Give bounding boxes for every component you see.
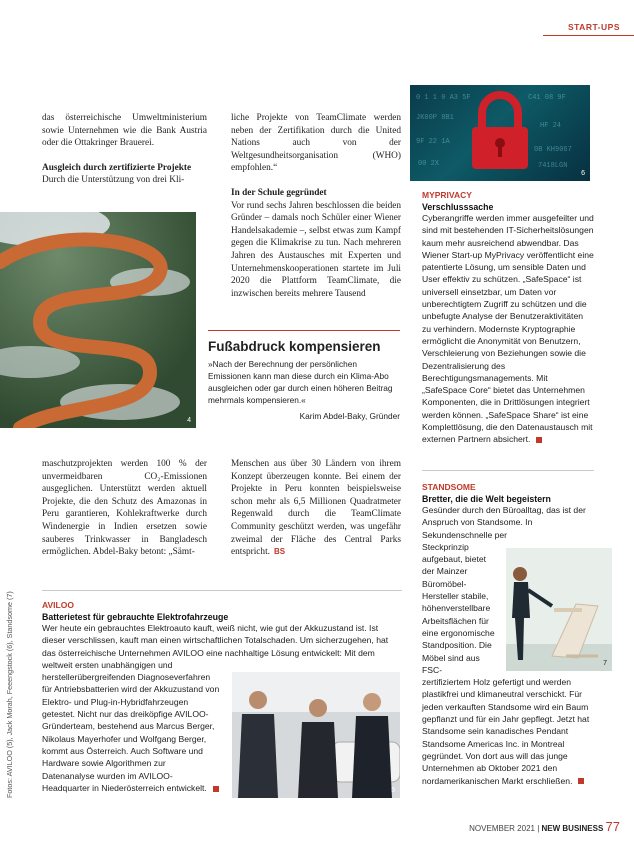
page-footer: NOVEMBER 2021 | NEW BUSINESS 77 <box>469 819 620 834</box>
photo-credits: Fotos: AVILOO (5), Jack Morah, Feeengstock (6), Standsome (7) <box>5 591 14 798</box>
image-number: 6 <box>581 170 585 177</box>
section-label: START-UPS <box>567 22 620 32</box>
subheading: In der Schule gegründet <box>231 187 327 198</box>
box-label: STANDSOME <box>422 482 476 492</box>
box-label: AVILOO <box>42 600 74 610</box>
paragraph: Menschen aus über 30 Ländern von ihrem Konzept überzeugen konnte. Bei einem der Projekte in Peru konnten beispielsweise schon mehr als 6,5 Millionen Quadratmeter Regenwald durch die TeamClimate Community geschützt werden, was ungefähr zweimal der Fläche des Central Parks entspricht. <box>231 459 401 558</box>
box-title: Bretter, die die Welt begeistern <box>422 494 551 504</box>
end-mark-icon <box>578 778 584 784</box>
founders-illustration <box>232 672 400 798</box>
section-rule <box>543 35 634 36</box>
svg-text:0B KH9067: 0B KH9067 <box>534 146 572 154</box>
article-column-1-bottom <box>42 458 207 559</box>
box-text-narrow: Steckprinzip aufgebaut, bietet der Mainzer Büromöbel-Hersteller stabile, höhenverstellbare Arbeitsflächen für eine ergonomische Standposition. Die Möbel sind aus FSC- <box>422 541 495 675</box>
paragraph: das österreichische Umweltministerium sowie Unternehmen wie die Bank Austria oder die Ottakringer Brauerei. <box>42 113 207 149</box>
box-label: MYPRIVACY <box>422 190 472 200</box>
paragraph: maschutzprojekten werden 100 % der unvermeidbaren CO₂-Emissionen ausgeglichen. Unterstützt werden aktuell Projekte, die den Schutz des Amazonas in Peru garantieren, Kohlekraftwerke durch Windenergie in Indien ersetzen sowie sauberes Trinkwasser in Bangladesch ermöglichen. Abdel-Baky betont: „Sämt- <box>42 459 207 558</box>
amazon-aerial-image <box>0 212 196 428</box>
lock-image <box>410 85 590 181</box>
river-illustration <box>0 212 196 428</box>
box-text-narrow: weltweit ersten unabhängigen und herstellerübergreifenden Diagnoseverfahren für Antriebsbatterien wird der Akkuzustand von Elektro- und Plug-in-Hybridfahrzeugen getestet. Nicht nur das dreiköpfige AVILOO-Gründerteam, bestehend aus Marcus Berger, Nikolaus Mayerhofer und Wolfgang Berger, kommt aus Österreich. Auch Software und Hardware sowie Algorithmen zur Datenanalyse wurden im AVILOO-Headquarter in Niederösterreich entwickelt. <box>42 659 220 793</box>
desk-illustration <box>506 548 612 671</box>
box-text: Wer heute ein gebrauchtes Elektroauto kauft, weiß nicht, wie gut der Akkuzustand ist. Ist dieser verschlissen, kauft man einen wirtschaftlichen Totalschaden. Um sicherzugehen, hat das österreichische Unternehmen AVILOO eine nachhaltige Lösung entwickelt: Mit dem <box>42 623 389 658</box>
quote-title: Fußabdruck kompensieren <box>208 339 381 354</box>
box-title: Verschlusssache <box>422 202 494 212</box>
magazine-name: NEW BUSINESS <box>541 824 604 833</box>
svg-text:C41 08 9F: C41 08 9F <box>528 94 566 102</box>
subheading: Ausgleich durch zertifizierte Projekte <box>42 162 192 173</box>
image-number: 4 <box>187 417 191 424</box>
divider <box>42 590 402 591</box>
svg-text:0 1 1 0 A3 5F: 0 1 1 0 A3 5F <box>416 94 471 102</box>
paragraph: Durch die Unterstützung von drei Kli- <box>42 175 185 186</box>
svg-text:7418LGN: 7418LGN <box>538 162 568 170</box>
box-text: zertifiziertem Holz gefertigt und werden plastikfrei und klimaneutral verschickt. Für jeden verkauften Standsome wird ein Baum gepflanzt und für ein Jahr gepflegt. Jetzt hat Standsome sein kanadisches Pendant Standsome Americas Inc. in Montreal gegründet. Von dort aus will das junge Unternehmen ab Oktober 2021 den nordamerikanischen Markt erschließen. <box>422 677 590 786</box>
svg-text:00 2X: 00 2X <box>418 160 440 168</box>
quote-rule <box>208 330 400 331</box>
aviloo-founders-image <box>232 672 400 798</box>
page-number: 77 <box>605 819 620 834</box>
myprivacy-box <box>422 190 594 446</box>
box-title: Batterietest für gebrauchte Elektrofahrzeuge <box>42 612 229 622</box>
quote-text: »Nach der Berechnung der persönlichen Emissionen kann man diese durch ein Klima-Abo ausgleichen oder gar durch einen höheren Beitrag mehrmals kompensieren.« <box>208 359 393 405</box>
image-number: 7 <box>603 660 607 667</box>
box-text: Cyberangriffe werden immer ausgefeilter und sind mit bestehenden IT-Sicherheitslösungen kaum mehr ausreichend abwendbar. Das Wiener Start-up MyPrivacy veröffentlicht eine patentierte Lösung, um sensible Daten und User effektiv zu schützen. „SafeSpace“ ist universell einsetzbar, um Daten vor unberechtigtem Zugriff zu schützen und die unbefugte Analyse der Benutzeraktivitäten zu verhindern. Modernste Kryptographie ermöglicht die Anonymität von Benutzern, Verschleierung von Beziehungen sowie die Dezentralisierung des Berechtigungsmanagements. Mit „SafeSpace Core“ bietet das Unternehmen Komponenten, die in Drittlösungen integriert werden können. „SafeSpace Share“ ist eine Komplettlösung, die den Datenaustausch mit externen Partnern absichert. <box>422 213 594 445</box>
end-mark-icon <box>536 437 542 443</box>
svg-text:HF 24: HF 24 <box>540 122 562 130</box>
image-number: 5 <box>391 787 395 794</box>
svg-text:JK00P 8B1: JK00P 8B1 <box>416 114 454 122</box>
paragraph: Vor rund sechs Jahren beschlossen die beiden Gründer – damals noch Schüler einer Wiener Handelsakademie –, selbst etwas zum Kampf gegen die Klimakrise zu tun. Nach mehreren Jahren des Austausches mit Experten und Unternehmenskooperationen startete im Juli 2020 die Plattform TeamClimate, die inzwischen bereits mehrere Tausend <box>231 200 401 299</box>
quote-author: Karim Abdel-Baky, Gründer <box>299 411 400 421</box>
article-column-2-bottom <box>231 458 401 559</box>
svg-text:9F 22 1A: 9F 22 1A <box>416 138 450 146</box>
standsome-desk-image <box>506 548 612 671</box>
end-mark-icon <box>213 786 219 792</box>
divider <box>422 470 594 471</box>
padlock-icon <box>410 85 590 181</box>
author-sign: BS <box>274 547 286 557</box>
box-text: Gesünder durch den Büroalltag, das ist der Anspruch von Standsome. In Sekundenschnelle per <box>422 505 586 540</box>
article-column-1-top <box>42 112 207 187</box>
paragraph: liche Projekte von TeamClimate werden neben der Zertifikation durch die United Nations auch von der Weltgesundheitsorganisation (WHO) empfohlen.“ <box>231 113 401 174</box>
article-column-2-top <box>231 112 401 300</box>
quote-box <box>208 330 400 422</box>
issue-date: NOVEMBER 2021 <box>469 824 535 833</box>
